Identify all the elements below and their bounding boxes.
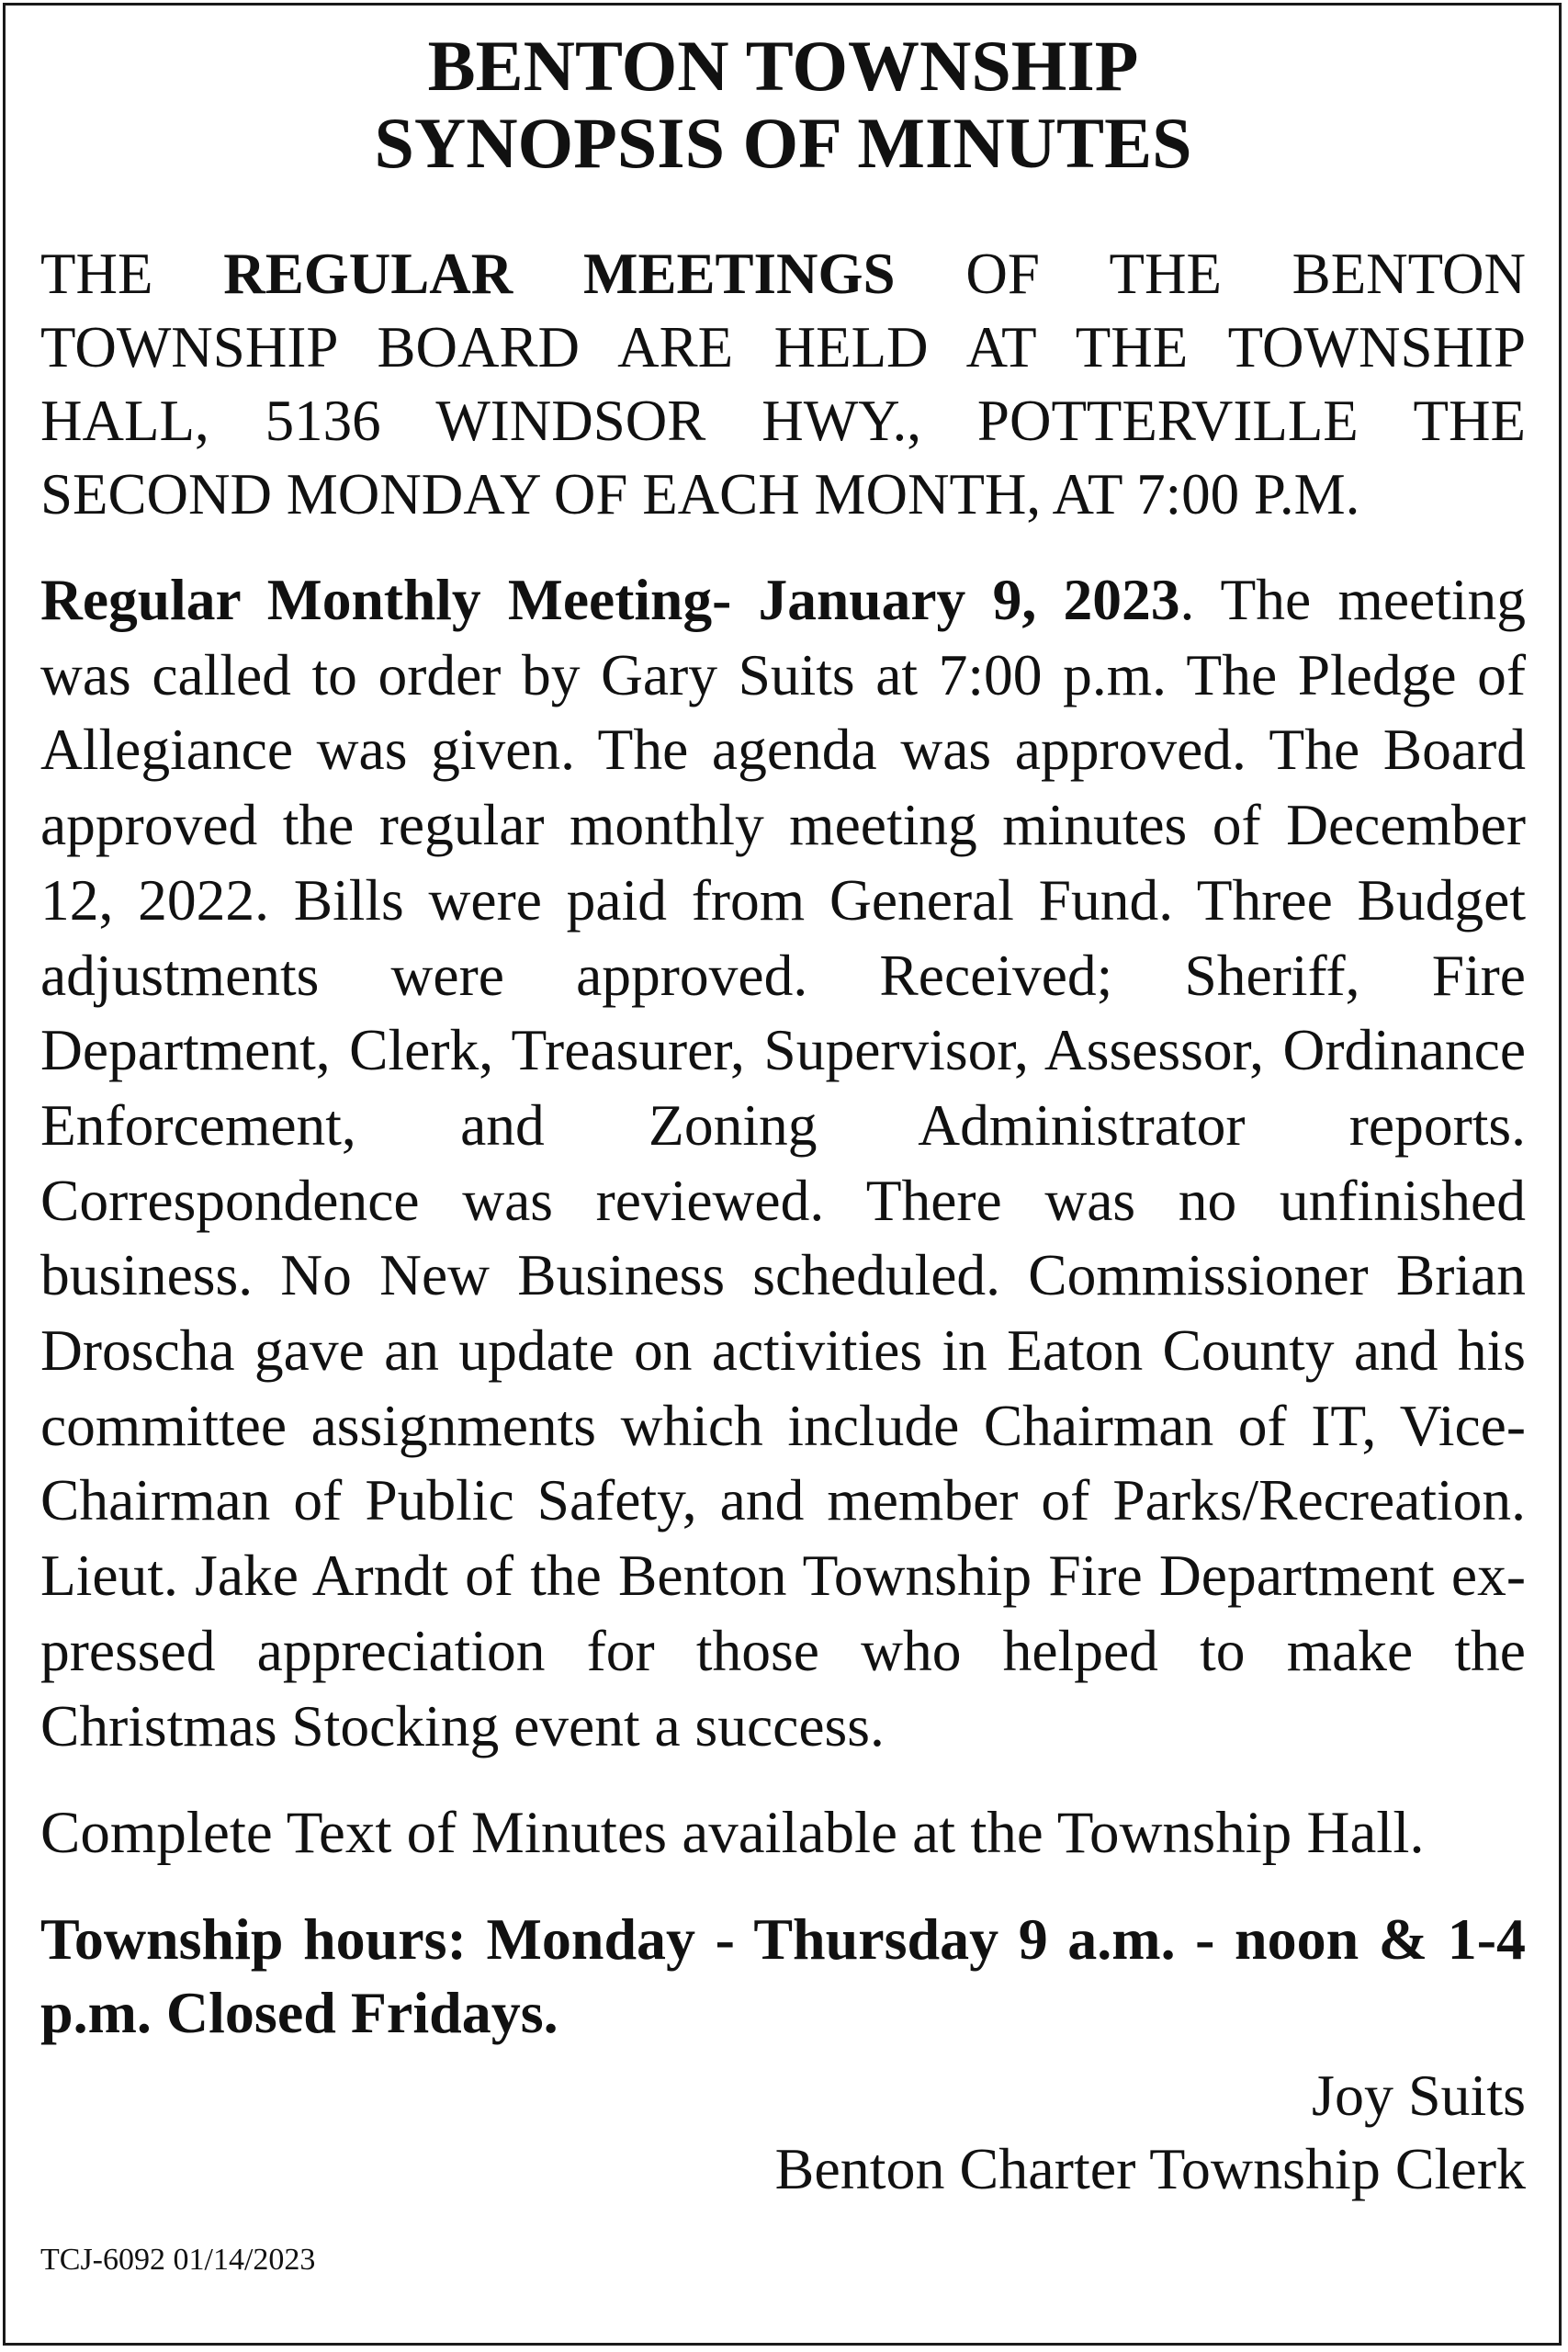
minutes-paragraph [40,562,1526,1763]
signature-title: Benton Charter Township Clerk [774,2136,1526,2202]
signature-name: Joy Suits [1312,2063,1526,2129]
signature-block [40,2059,1526,2206]
complete-text-note: Complete Text of Minutes available at the Township Hall. [40,1800,1425,1867]
title-line-2: SYNOPSIS OF MINUTES [374,103,1192,183]
minutes-body: . The meeting was called to order by Gary Suits at 7:00 p.m. The Pledge of Allegiance was given. The agenda was approved. The Board approved the regular monthly meeting minutes of December 12, 2022. Bills were paid from General Fund. Three Budget adjustments were approved. Received; Sheriff, Fire Department, Clerk, Treasurer, Supervisor, Assessor, Ordinance Enforcement, and Zoning Administrator reports. Correspondence was reviewed. There was no unfinished business. No New Business scheduled. Commissioner Brian Droscha gave an update on activities in Eaton County and his committee assignments which include Chairman of IT, Vice-Chairman of Public Safety, and member of Parks/Recreation. Lieut. Jake Arndt of the Benton Township Fire Department expressed appreciation for those who helped to make the Christmas Stocking event a success. [40,567,1526,1758]
intro-prefix: THE [40,242,224,306]
intro-bold: REGULAR MEETINGS [223,242,896,306]
township-hours: Township hours: Monday - Thursday 9 a.m. - noon & 1-4 p.m. Closed Fridays. [40,1906,1526,2046]
publication-reference: TCJ-6092 01/14/2023 [40,2243,316,2277]
intro-suffix: OF THE BENTON TOWNSHIP BOARD ARE HELD AT THE TOWNSHIP HALL, 5136 WINDSOR HWY., POTTERVILLE THE SECOND MONDAY OF EACH MONTH, AT 7:00 P.M. [40,242,1527,526]
meeting-schedule-paragraph [40,237,1526,531]
minutes-heading: Regular Monthly Meeting- January 9, 2023 [40,567,1180,632]
title-line-1: BENTON TOWNSHIP [427,26,1139,106]
notice-title [40,28,1526,182]
notice-content [40,28,1526,2206]
